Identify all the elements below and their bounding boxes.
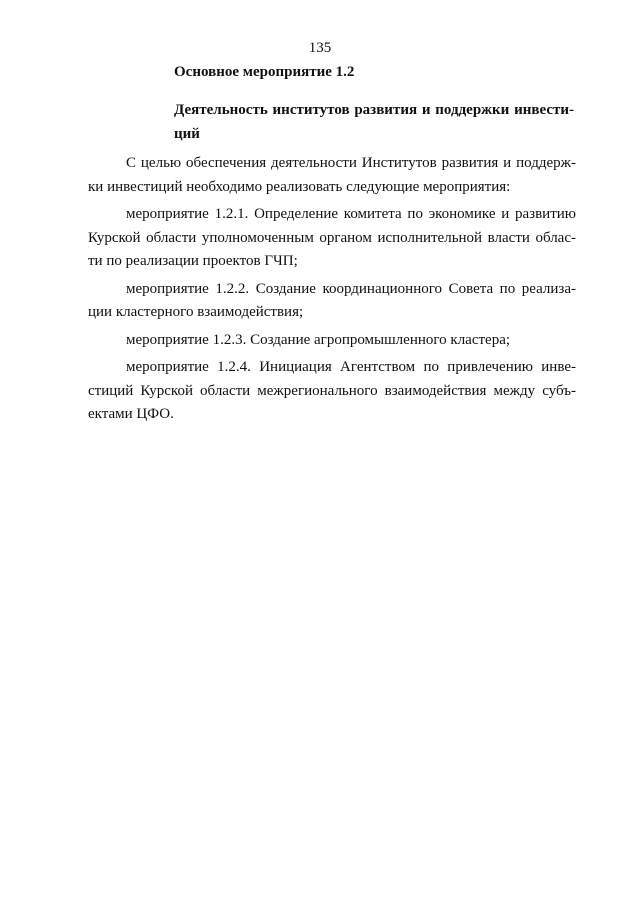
text-line: мероприятие 1.2.3. Создание агропромышленного кластера; — [126, 331, 511, 348]
text-line: ти по реализации проектов ГЧП; — [88, 253, 298, 269]
subsection-heading-line: ций — [174, 126, 200, 142]
body-text — [88, 152, 576, 427]
paragraph-intro — [88, 152, 576, 199]
text-line: ции кластерного взаимодействия; — [88, 304, 304, 320]
paragraph-measure-1-2-3 — [88, 329, 576, 353]
paragraph-measure-1-2-2 — [88, 278, 576, 325]
paragraph-measure-1-2-4 — [88, 356, 576, 427]
paragraph-measure-1-2-1 — [88, 203, 576, 274]
subsection-heading — [174, 98, 574, 146]
text-line: стиций Курской области межрегионального взаимодействия между субъ- — [88, 382, 576, 399]
text-line: ектами ЦФО. — [88, 406, 174, 422]
subsection-heading-line: Деятельность институтов развития и поддержки инвести- — [174, 102, 574, 118]
text-line: мероприятие 1.2.2. Создание координационного Совета по реализа- — [126, 280, 576, 297]
text-line: мероприятие 1.2.4. Инициация Агентством по привлечению инве- — [126, 359, 576, 375]
page-number: 135 — [308, 40, 332, 56]
text-line: мероприятие 1.2.1. Определение комитета по экономике и развитию — [126, 206, 576, 222]
text-line: Курской области уполномоченным органом исполнительной власти облас- — [88, 229, 576, 246]
text-line: С целью обеспечения деятельности Институтов развития и поддерж- — [126, 155, 576, 171]
text-line: ки инвестиций необходимо реализовать следующие мероприятия: — [88, 178, 511, 195]
section-heading: Основное мероприятие 1.2 — [174, 64, 355, 80]
